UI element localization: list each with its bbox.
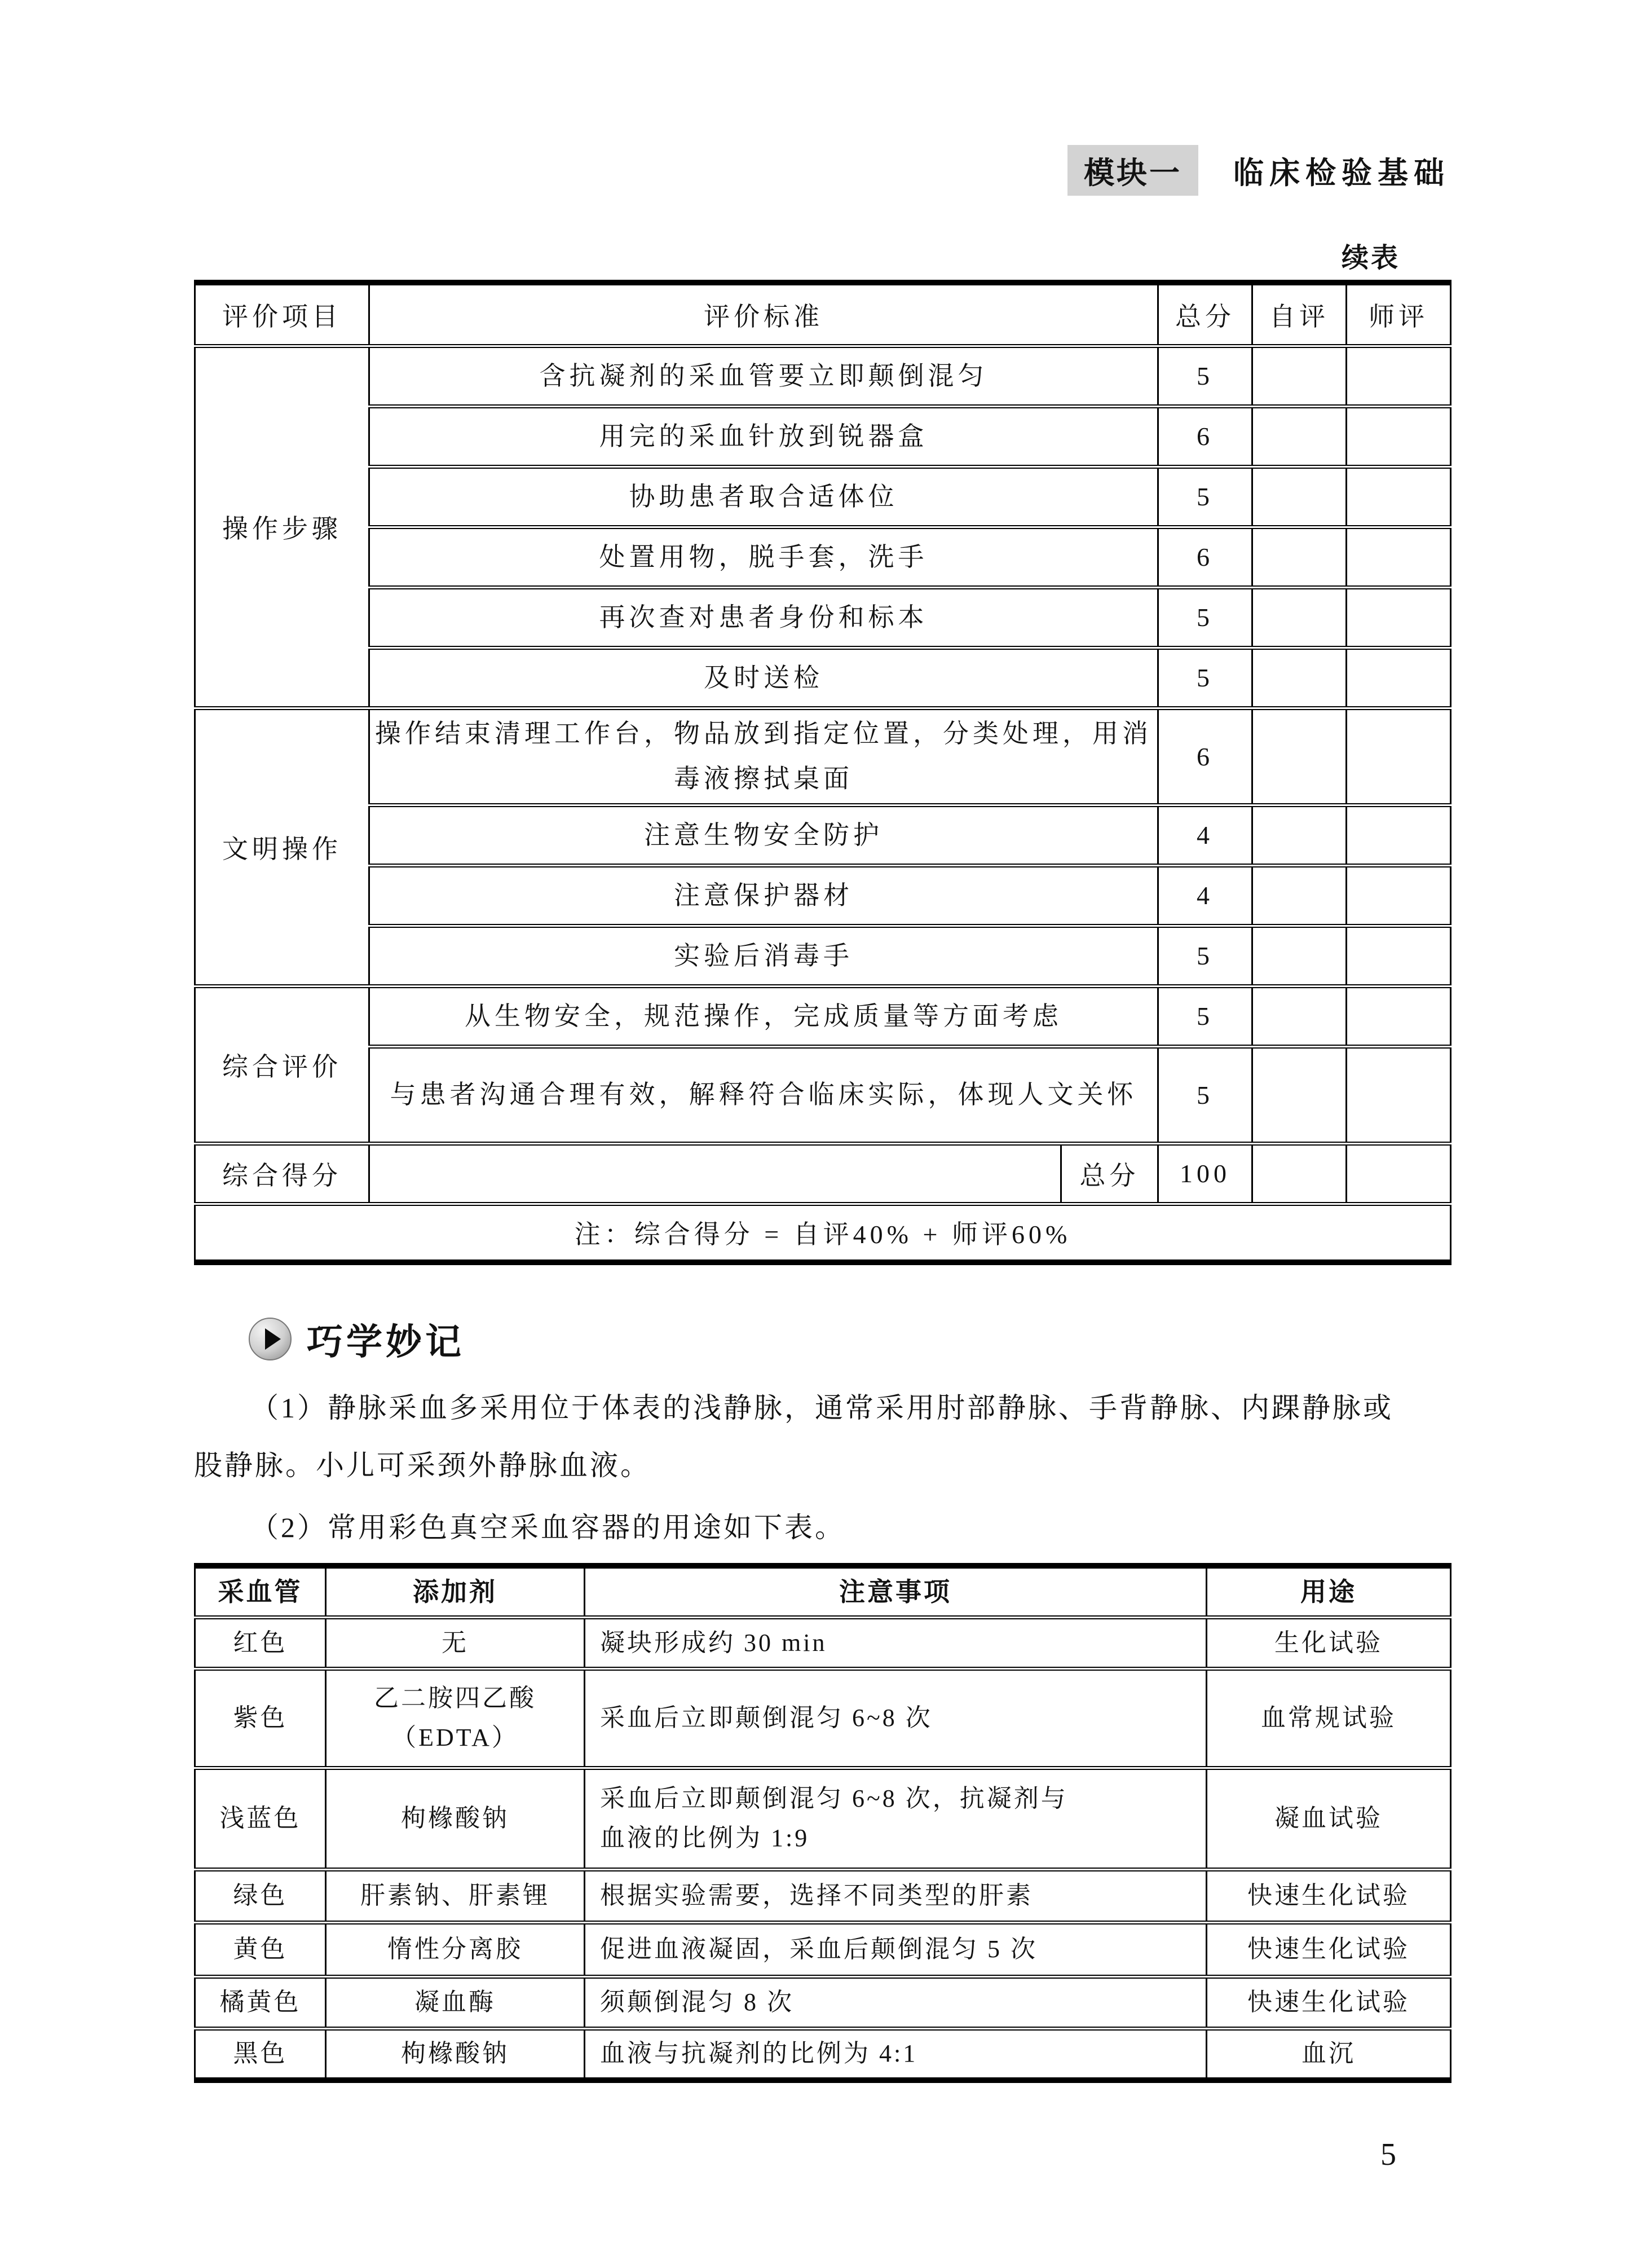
tip-paragraph: （2）常用彩色真空采血容器的用途如下表。 (250, 1512, 845, 1543)
self-eval-cell (1252, 346, 1347, 406)
precaution-cell: 根据实验需要，选择不同类型的肝素 (585, 1869, 1207, 1922)
criteria-cell: 再次查对患者身份和标本 (369, 587, 1158, 648)
use-cell: 血沉 (1207, 2028, 1451, 2080)
table-row (195, 527, 1451, 587)
table-row (195, 926, 1451, 986)
criteria-cell: 注意保护器材 (369, 865, 1158, 926)
table-row (195, 1617, 1451, 1668)
additive-cell: 枸橼酸钠 (326, 1768, 585, 1869)
group-cell-operation-steps: 操作步骤 (195, 346, 369, 708)
page-number: 5 (1380, 2137, 1396, 2172)
score-cell: 5 (1158, 986, 1252, 1046)
precaution-cell: 须颠倒混匀 8 次 (585, 1976, 1207, 2028)
self-eval-cell (1252, 406, 1347, 466)
precaution-cell: 凝块形成约 30 min (585, 1617, 1207, 1668)
header-cell-use: 用途 (1207, 1566, 1451, 1617)
score-cell: 5 (1158, 346, 1252, 406)
criteria-cell: 及时送检 (369, 648, 1158, 708)
table-row (195, 1976, 1451, 2028)
precaution-cell: 采血后立即颠倒混匀 6~8 次 (585, 1668, 1207, 1768)
total-score-value: 100 (1158, 1143, 1252, 1204)
tube-table (194, 1563, 1451, 2083)
precaution-cell: 促进血液凝固，采血后颠倒混匀 5 次 (585, 1922, 1207, 1976)
precaution-cell: 血液与抗凝剂的比例为 4:1 (585, 2028, 1207, 2080)
tips-title: 巧学妙记 (307, 1322, 465, 1362)
score-cell: 5 (1158, 466, 1252, 527)
use-cell: 快速生化试验 (1207, 1869, 1451, 1922)
table-row (195, 406, 1451, 466)
additive-cell: 枸橼酸钠 (326, 2028, 585, 2080)
criteria-cell: 注意生物安全防护 (369, 805, 1158, 865)
header-cell-tube: 采血管 (195, 1566, 326, 1617)
evaluation-table (194, 280, 1451, 1265)
additive-cell: 乙二胺四乙酸（EDTA） (326, 1668, 585, 1768)
note-row (195, 1204, 1451, 1262)
use-cell: 快速生化试验 (1207, 1976, 1451, 2028)
use-cell: 凝血试验 (1207, 1768, 1451, 1869)
criteria-cell: 含抗凝剂的采血管要立即颠倒混匀 (369, 346, 1158, 406)
running-head (194, 0, 1450, 196)
header-cell-item: 评价项目 (195, 283, 369, 346)
table-row (195, 865, 1451, 926)
score-cell: 6 (1158, 406, 1252, 466)
table-row (195, 2028, 1451, 2080)
use-cell: 生化试验 (1207, 1617, 1451, 1668)
tube-header-row (195, 1566, 1451, 1617)
score-cell: 6 (1158, 527, 1252, 587)
score-cell: 5 (1158, 1046, 1252, 1143)
self-eval-cell (1252, 708, 1347, 805)
empty-cell (369, 1143, 1061, 1204)
criteria-cell: 与患者沟通合理有效，解释符合临床实际，体现人文关怀 (369, 1046, 1158, 1143)
header-cell-total: 总分 (1158, 283, 1252, 346)
header-cell-criteria: 评价标准 (369, 283, 1158, 346)
module-title: 临床检验基础 (1233, 156, 1450, 190)
criteria-cell: 从生物安全，规范操作，完成质量等方面考虑 (369, 986, 1158, 1046)
module-tag: 模块一 (1067, 145, 1198, 196)
continued-table-label: 续表 (1341, 243, 1400, 273)
score-formula-note: 注：综合得分 = 自评40% + 师评60% (195, 1204, 1451, 1262)
score-cell: 5 (1158, 648, 1252, 708)
tube-color-cell: 绿色 (195, 1869, 326, 1922)
teacher-eval-cell (1347, 805, 1451, 865)
teacher-eval-cell (1347, 986, 1451, 1046)
teacher-eval-cell (1347, 926, 1451, 986)
score-cell: 5 (1158, 587, 1252, 648)
self-eval-cell (1252, 1046, 1347, 1143)
table-row (195, 986, 1451, 1046)
table-row (195, 805, 1451, 865)
teacher-eval-cell (1347, 527, 1451, 587)
table-row (195, 346, 1451, 406)
header-cell-self: 自评 (1252, 283, 1347, 346)
self-eval-cell (1252, 466, 1347, 527)
header-cell-teacher: 师评 (1347, 283, 1451, 346)
teacher-eval-cell (1347, 346, 1451, 406)
table-row (195, 1046, 1451, 1143)
tube-color-cell: 黑色 (195, 2028, 326, 2080)
page-content (194, 0, 1450, 2173)
table-row (195, 1668, 1451, 1768)
score-cell: 4 (1158, 805, 1252, 865)
tube-color-cell: 紫色 (195, 1668, 326, 1768)
table-row (195, 587, 1451, 648)
teacher-eval-cell (1347, 865, 1451, 926)
teacher-eval-cell (1347, 466, 1451, 527)
self-eval-cell (1252, 986, 1347, 1046)
self-eval-cell (1252, 865, 1347, 926)
teacher-eval-cell (1347, 708, 1451, 805)
self-eval-cell (1252, 926, 1347, 986)
criteria-cell: 协助患者取合适体位 (369, 466, 1158, 527)
tube-color-cell: 黄色 (195, 1922, 326, 1976)
self-eval-cell (1252, 648, 1347, 708)
tube-color-cell: 橘黄色 (195, 1976, 326, 2028)
total-score-row (195, 1143, 1451, 1204)
use-cell: 血常规试验 (1207, 1668, 1451, 1768)
tips-section-heading (248, 1315, 1450, 1363)
total-sublabel: 总分 (1061, 1143, 1158, 1204)
teacher-eval-cell (1347, 1143, 1451, 1204)
criteria-cell: 处置用物，脱手套，洗手 (369, 527, 1158, 587)
tube-color-cell: 红色 (195, 1617, 326, 1668)
score-cell: 5 (1158, 926, 1252, 986)
play-icon (248, 1317, 292, 1361)
self-eval-cell (1252, 527, 1347, 587)
table-row (195, 466, 1451, 527)
tip-paragraph: （1）静脉采血多采用位于体表的浅静脉，通常采用肘部静脉、手背静脉、内踝静脉或股静脉。小儿可采颈外静脉血液。 (194, 1392, 1393, 1481)
criteria-cell: 实验后消毒手 (369, 926, 1158, 986)
header-cell-precautions: 注意事项 (585, 1566, 1207, 1617)
tube-color-cell: 浅蓝色 (195, 1768, 326, 1869)
score-cell: 6 (1158, 708, 1252, 805)
use-cell: 快速生化试验 (1207, 1922, 1451, 1976)
self-eval-cell (1252, 587, 1347, 648)
additive-cell: 凝血酶 (326, 1976, 585, 2028)
criteria-cell: 用完的采血针放到锐器盒 (369, 406, 1158, 466)
score-cell: 4 (1158, 865, 1252, 926)
group-cell-civilized-operation: 文明操作 (195, 708, 369, 986)
table-row (195, 648, 1451, 708)
teacher-eval-cell (1347, 587, 1451, 648)
additive-cell: 无 (326, 1617, 585, 1668)
teacher-eval-cell (1347, 406, 1451, 466)
self-eval-cell (1252, 805, 1347, 865)
eval-header-row (195, 283, 1451, 346)
additive-cell: 肝素钠、肝素锂 (326, 1869, 585, 1922)
criteria-cell: 操作结束清理工作台，物品放到指定位置，分类处理，用消毒液擦拭桌面 (369, 708, 1158, 805)
header-cell-additive: 添加剂 (326, 1566, 585, 1617)
additive-cell: 惰性分离胶 (326, 1922, 585, 1976)
table-row (195, 1922, 1451, 1976)
table-row (195, 708, 1451, 805)
table-row (195, 1768, 1451, 1869)
precaution-cell: 采血后立即颠倒混匀 6~8 次，抗凝剂与血液的比例为 1:9 (585, 1768, 1207, 1869)
group-cell-comprehensive-evaluation: 综合评价 (195, 986, 369, 1143)
table-row (195, 1869, 1451, 1922)
teacher-eval-cell (1347, 648, 1451, 708)
total-score-label: 综合得分 (195, 1143, 369, 1204)
self-eval-cell (1252, 1143, 1347, 1204)
teacher-eval-cell (1347, 1046, 1451, 1143)
